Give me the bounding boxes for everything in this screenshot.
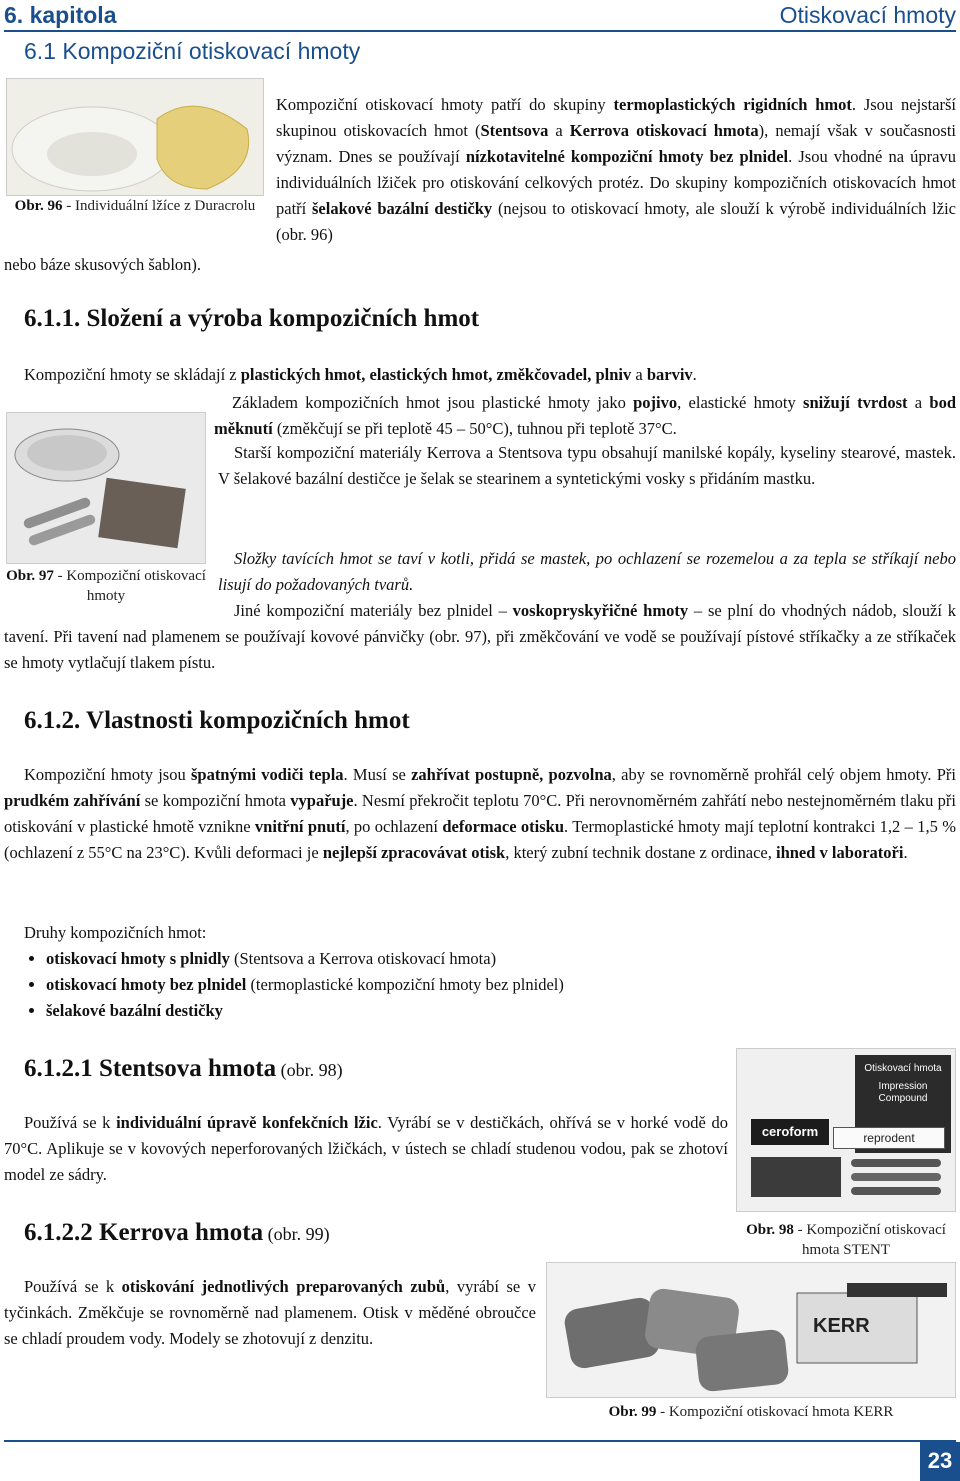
kerr-brand-label: KERR [813,1315,870,1337]
reprodent-box: reprodent [833,1127,945,1149]
kerr-paragraph: Používá se k otiskování jednotlivých preparovaných zubů, vyrábí se v tyčinkách. Změkčuje se rovnoměrně nad plamenem. Otisk v měděné obroučce se chladí proudem vody. Modely se zhotovují z denzitu. [4,1277,537,1348]
section-6122-heading: 6.1.2.2 Kerrova hmota (obr. 99) [24,1219,330,1246]
list-item: • otiskovací hmoty bez plnidel (termoplastické kompoziční hmoty bez plnidel) [46,972,564,998]
figure-97-label: Obr. 97 [6,568,54,584]
intro-paragraph: Kompoziční otiskovací hmoty patří do skupiny termoplastických rigidních hmot. Jsou nejstarší skupinou otiskovacích hmot (Stentsova a Kerrova otiskovací hmota), nemají však v současnosti význam. Dnes se používají nízkotavitelné kompoziční hmoty bez plnidel. Jsou vhodné na úpravu individuálních lžiček pro otiskování celkových protéz. Do skupiny kompozičních otiskovacích hmot patří šelakové bazální destičky (nejsou to otiskovací hmoty, ale slouží k výrobě individuálních lžic (obr. 96) [276,95,956,244]
impression-tray-illustration [7,79,263,195]
figure-96-text: - Individuální lžíce z Duracrolu [62,198,256,214]
page-number: 23 [920,1442,960,1481]
figure-98-image [736,1048,956,1212]
figure-98-text: - Kompoziční otiskovací hmota STENT [793,1222,946,1258]
figure-97-image [6,412,206,564]
older-materials-paragraph: Starší kompoziční materiály Kerrova a Stentsova typu obsahují manilské kopály, kyseliny stearové, mastek. V šelakové bazální destičce je šelak se stearinem a syntetickými vosky s přidáním mastku. [218,443,956,488]
wax-resin-paragraph: Jiné kompoziční materiály bez plnidel – voskopryskyřičné hmoty – se plní do vhodných nádob, slouží k tavení. Při tavení nad plamenem se používají kovové pánvičky (obr. 97), při změkčování ve vodě se používají pístové stříkačky a ze stříkaček se hmoty vytlačují tlakem pístu. [4,601,956,672]
figure-96-caption [6,196,264,216]
stent-box-subtitle: Impression Compound [878,1081,928,1104]
footer-rule [4,1440,956,1442]
list-item: • šelakové bazální destičky [46,998,564,1024]
stent-box-title: Otiskovací hmota [864,1063,942,1074]
figure-96-image [6,78,264,196]
figure-99-label: Obr. 99 [608,1404,657,1420]
kerr-cakes-illustration [547,1263,955,1397]
compound-materials-illustration [7,413,205,563]
figure-97-text: - Kompoziční otiskovací hmoty [53,568,206,604]
stent-paragraph: Používá se k individuální úpravě konfekčních lžic. Vyrábí se v destičkách, ohřívá se v horké vodě do 70°C. Aplikuje se v kovových neperforovaných lžičkách, v ústech se chladí studenou vodou, pak se zhotoví model ze sádry. [4,1113,728,1184]
figure-96-label: Obr. 96 [14,198,63,214]
composition-paragraph: Kompoziční hmoty se skládají z plastických hmot, elastických hmot, změkčovadel, plniv a barviv. [24,365,697,384]
figure-99-text: - Kompoziční otiskovací hmota KERR [656,1404,894,1420]
chapter-title: Otiskovací hmoty [779,2,956,28]
base-paragraph: Základem kompozičních hmot jsou plastické hmoty jako pojivo, elastické hmoty snižují tvrdost a bod měknutí (změkčují se při teplotě 45 – 50°C), tuhnou při teplotě 37°C. [214,393,957,438]
figure-98-label: Obr. 98 [746,1222,794,1238]
intro-paragraph-end: nebo báze skusových šablon). [4,255,202,274]
list-item: • otiskovací hmoty s plnidly (Stentsova a Kerrova otiskovací hmota) [46,946,564,972]
header-rule [4,30,956,32]
section-612-heading: 6.1.2. Vlastnosti kompozičních hmot [24,707,410,734]
ceroform-box: ceroform [751,1119,829,1145]
section-611-heading: 6.1.1. Složení a výroba kompozičních hmot [24,305,480,332]
chapter-label: 6. kapitola [4,2,117,28]
section-6121-heading: 6.1.2.1 Stentsova hmota (obr. 98) [24,1055,343,1082]
types-list [22,946,564,1024]
types-intro: Druhy kompozičních hmot: [24,923,207,942]
figure-99-caption [546,1402,956,1422]
figure-99-image [546,1262,956,1398]
section-title: 6.1 Kompoziční otiskovací hmoty [24,38,361,64]
stent-sticks-illustration [751,1149,951,1209]
figure-98-caption [736,1220,956,1260]
properties-paragraph: Kompoziční hmoty jsou špatnými vodiči tepla. Musí se zahřívat postupně, pozvolna, aby se rovnoměrně prohřál celý objem hmoty. Při prudkém zahřívání se kompoziční hmota vypařuje. Nesmí překročit teplotu 70°C. Při nerovnoměrném zahřátí nebo nestejnoměrném tlaku při otiskování v plastické hmotě vznikne vnitřní pnutí, po ochlazení deformace otisku. Termoplastické hmoty mají teplotní kontrakci 1,2 – 1,5 % (ochlazení z 55°C na 23°C). Kvůli deformaci je nejlepší zpracovávat otisk, který zubní technik dostane z ordinace, ihned v laboratoři. [4,765,956,862]
melting-paragraph: Složky tavících hmot se taví v kotli, přidá se mastek, po ochlazení se rozemelou a za tepla se stříkají nebo lisují do požadovaných tvarů. [218,549,956,594]
